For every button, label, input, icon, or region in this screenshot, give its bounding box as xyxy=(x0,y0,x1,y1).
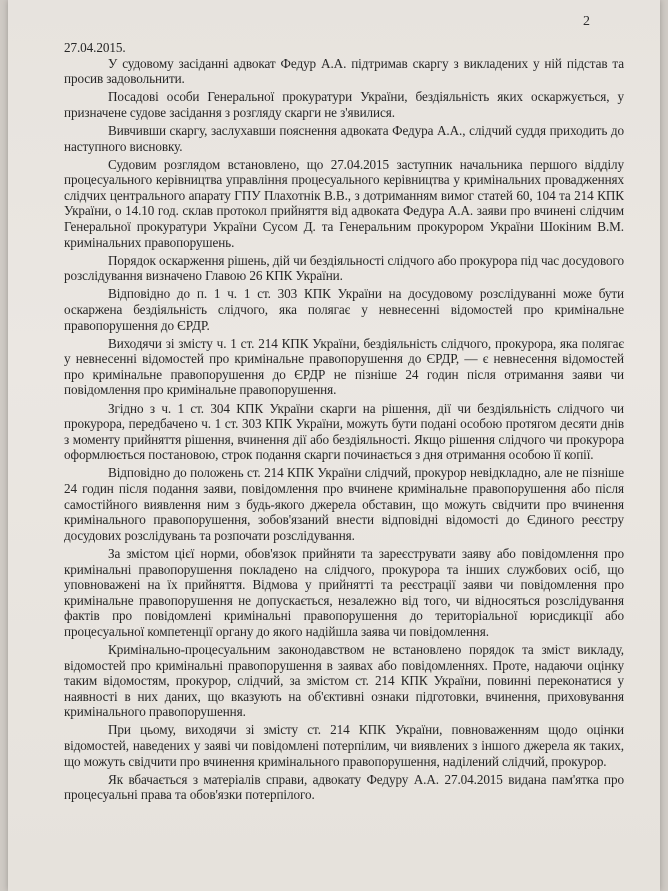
paragraph: У судовому засіданні адвокат Федур А.А. підтримав скаргу з викладених у ній підстав та просив задовольнити. xyxy=(64,55,624,87)
paragraph: Посадові особи Генеральної прокуратури України, бездіяльність яких оскаржується, у призначене судове засідання з розгляду скарги не з'явилися. xyxy=(64,89,624,120)
document-body xyxy=(64,40,624,805)
paragraph: Відповідно до положень ст. 214 КПК України слідчий, прокурор невідкладно, але не пізніше 24 годин після подання заяви, повідомлення про вчинене кримінальне правопорушення або після самостійного виявлення ним з будь-якого джерела обставин, що можуть свідчити про вчинення кримінального правопорушення, зобов'язаний внести відповідні відомості до Єдиного реєстру досудових розслідувань та розпочати розслідування. xyxy=(64,465,624,543)
paragraph: Судовим розглядом встановлено, що 27.04.2015 заступник начальника першого відділу процесуального керівництва управління процесуального керівництва у кримінальних провадженнях слідчих центрального апарату ГПУ Плахотнік В.В., з дотриманням вимог статей 60, 104 та 214 КПК України, о 14.10 год. склав протокол прийняття від адвоката Федура А.А. заяви про вчинені слідчим Генеральної прокуратури України Сусом Д. та Генеральним прокурором України Шокіним В.М. кримінальних правопорушень. xyxy=(64,156,624,250)
paragraph: Як вбачається з матеріалів справи, адвокату Федуру А.А. 27.04.2015 видана пам'ятка про процесуальні права та обов'язки потерпілого. xyxy=(64,771,624,803)
paragraph: Кримінально-процесуальним законодавством не встановлено порядок та зміст викладу, відомостей про кримінальні правопорушення в заявах або повідомленнях. Проте, надаючи оцінку таким відомостям, прокурор, слідчий, за змістом ст. 214 КПК України, повинні переконатися у наявності в них даних, що вказують на об'єктивні ознаки підготовки, вчинення, приховування кримінального правопорушення. xyxy=(64,641,624,720)
paragraph: Виходячи зі змісту ч. 1 ст. 214 КПК України, бездіяльність слідчого, прокурора, яка полягає у невнесенні відомостей про кримінальне правопорушення до ЄРДР, — є невнесення відомостей про кримінальне правопорушення до ЄРДР не пізніше 24 годин після отримання заяви чи повідомлення про кримінальне правопорушення. xyxy=(64,335,624,398)
page-number: 2 xyxy=(583,14,590,29)
document-page xyxy=(8,0,660,891)
paragraph: Відповідно до п. 1 ч. 1 ст. 303 КПК України на досудовому розслідуванні може бути оскаржена бездіяльність слідчого, яка полягає у невнесенні відомостей про кримінальне правопорушення до ЄРДР. xyxy=(64,286,624,333)
paragraph: Порядок оскарження рішень, дій чи бездіяльності слідчого або прокурора під час досудового розслідування визначено Главою 26 КПК України. xyxy=(64,252,624,284)
paragraph: Згідно з ч. 1 ст. 304 КПК України скарги на рішення, дії чи бездіяльність слідчого чи прокурора, передбачено ч. 1 ст. 303 КПК України, можуть бути подані особою протягом десяти днів з моменту прийняття рішення, вчинення дії або бездіяльності. Якщо рішення слідчого чи прокурора оформлюється постановою, строк подання скарги починається з дня отримання особою її копії. xyxy=(64,400,624,463)
paragraph: Вивчивши скаргу, заслухавши пояснення адвоката Федура А.А., слідчий суддя приходить до наступного висновку. xyxy=(64,122,624,154)
paragraph-date: 27.04.2015. xyxy=(64,40,126,55)
paragraph: За змістом цієї норми, обов'язок прийняти та зареєструвати заяву або повідомлення про кримінальні правопорушення покладено на слідчого, прокурора та інших службових осіб, що уповноважені на їх прийняття. Відмова у прийнятті та реєстрації заяви чи повідомлення про кримінальне правопорушення не допускається, незалежно від того, чи відносяться розслідування фактів про повідомлені кримінальні правопорушення до територіальної юрисдикції або процесуальної компетенції органу до якого надійшла заява чи повідомлення. xyxy=(64,545,624,639)
paragraph: При цьому, виходячи зі змісту ст. 214 КПК України, повноваженням щодо оцінки відомостей, наведених у заяві чи повідомлені потерпілим, чи виявлених з іншого джерела як таких, що можуть свідчити про вчинення кримінального правопорушення, наділений слідчий, прокурор. xyxy=(64,722,624,769)
